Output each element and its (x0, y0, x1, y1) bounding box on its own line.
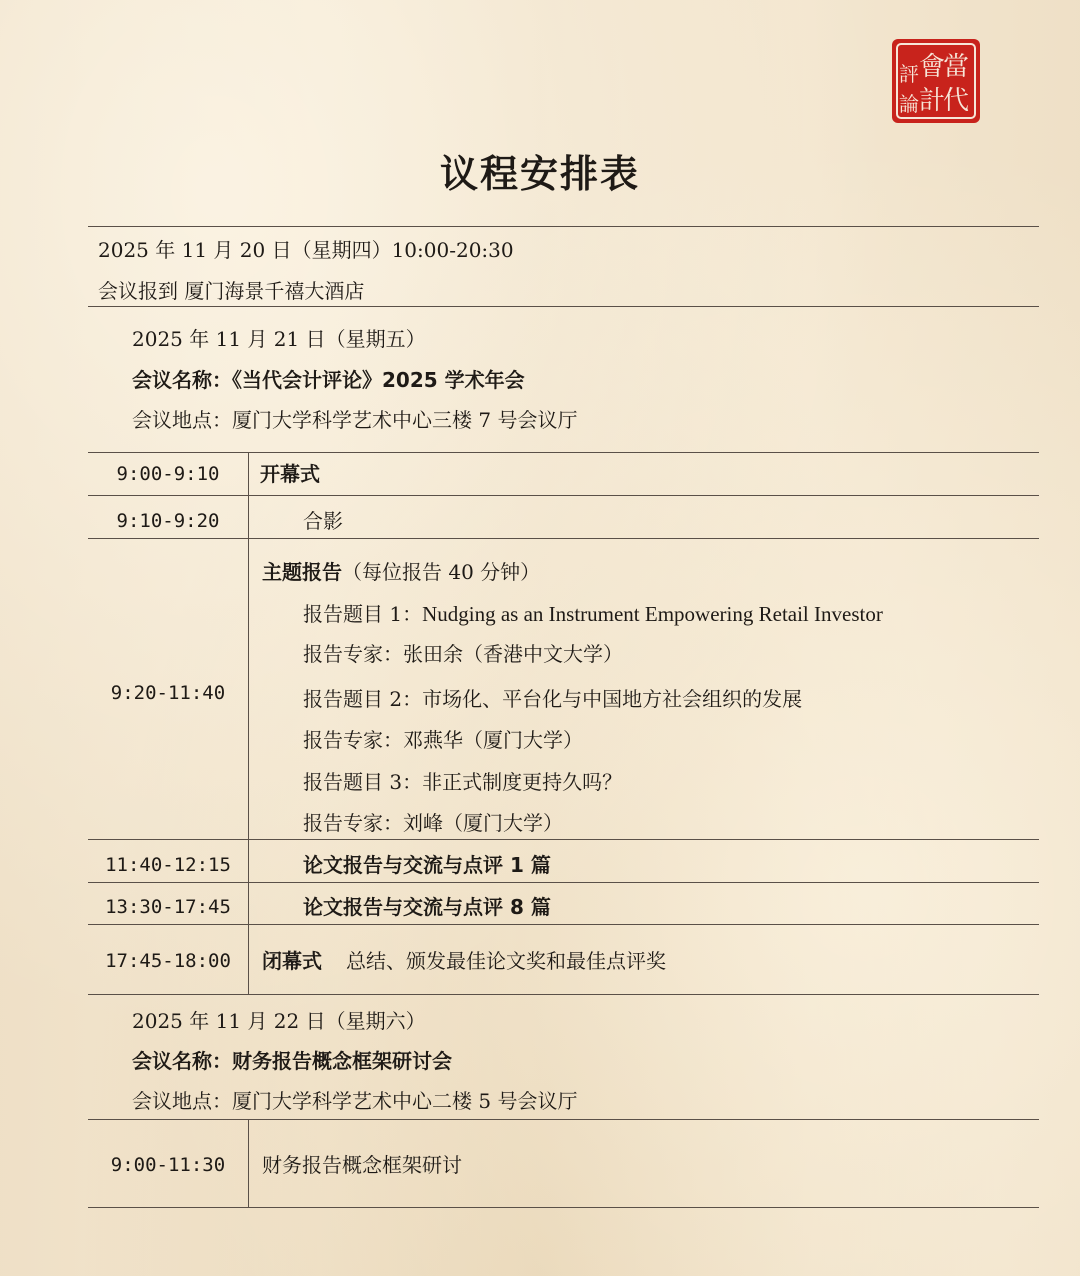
opening-time: 9:00-9:10 (116, 463, 220, 485)
seal-stamp (890, 37, 982, 125)
divider (88, 452, 1039, 453)
day1-checkin: 会议报到 厦门海景千禧大酒店 (98, 279, 365, 303)
talk-3-speaker: 报告专家：刘峰（厦门大学） (303, 811, 563, 835)
closing-label: 闭幕式 (262, 949, 322, 973)
keynote-time: 9:20-11:40 (110, 682, 226, 704)
seminar-time: 9:00-11:30 (110, 1154, 226, 1176)
day1-date: 2025 年 11 月 20 日（星期四）10:00-20:30 (98, 238, 514, 262)
talk-2-topic-title: 市场化、平台化与中国地方社会组织的发展 (422, 687, 803, 711)
meeting-name-value: 财务报告概念框架研讨会 (232, 1049, 452, 1073)
talk-2-topic (303, 686, 802, 712)
closing-time: 17:45-18:00 (105, 950, 231, 972)
meeting-name-label: 会议名称： (132, 368, 232, 392)
talk-1-speaker: 报告专家：张田余（香港中文大学） (303, 642, 623, 666)
divider (88, 538, 1039, 539)
meeting-name-label: 会议名称： (132, 1049, 232, 1073)
day3-venue: 会议地点：厦门大学科学艺术中心二楼 5 号会议厅 (132, 1089, 578, 1113)
talk-3-topic-label: 报告题目 3： (303, 770, 423, 794)
keynote-heading-label: 主题报告 (262, 560, 342, 584)
closing-row (262, 948, 666, 974)
divider (88, 882, 1039, 883)
talk-3-topic (303, 769, 622, 795)
day3-date: 2025 年 11 月 22 日（星期六） (132, 1009, 426, 1033)
divider (88, 1119, 1039, 1120)
seal-char-5: 評 (899, 62, 919, 86)
seal-char-4: 計 (918, 86, 946, 116)
seal-char-2: 代 (942, 86, 970, 116)
divider (88, 495, 1039, 496)
paper1-label: 论文报告与交流与点评 1 篇 (303, 853, 551, 877)
meeting-name-value: 《当代会计评论》2025 学术年会 (232, 368, 525, 392)
paper2-time: 13:30-17:45 (105, 896, 231, 918)
photo-label: 合影 (303, 509, 343, 533)
keynote-heading (262, 559, 540, 585)
divider (88, 306, 1039, 307)
talk-3-topic-title: 非正式制度更持久吗？ (422, 770, 623, 794)
talk-2-speaker: 报告专家：邓燕华（厦门大学） (303, 728, 583, 752)
day2-venue: 会议地点：厦门大学科学艺术中心三楼 7 号会议厅 (132, 408, 578, 432)
divider (88, 1207, 1039, 1208)
seal-char-1: 當 (942, 52, 970, 82)
day2-meeting-name (132, 367, 525, 393)
talk-2-topic-label: 报告题目 2： (303, 687, 423, 711)
photo-time: 9:10-9:20 (116, 510, 220, 532)
talk-1-topic-title: Nudging as an Instrument Empowering Retail Investor (422, 602, 883, 626)
column-divider (248, 1119, 249, 1207)
divider (88, 994, 1039, 995)
seal-char-6: 論 (899, 92, 919, 116)
paper1-time: 11:40-12:15 (105, 854, 231, 876)
divider (88, 924, 1039, 925)
divider (88, 226, 1039, 227)
keynote-heading-note: （每位报告 40 分钟） (342, 560, 541, 584)
talk-1-topic (303, 601, 883, 627)
day2-date: 2025 年 11 月 21 日（星期五） (132, 327, 426, 351)
seal-char-3: 會 (918, 52, 946, 82)
closing-text: 总结、颁发最佳论文奖和最佳点评奖 (346, 949, 666, 973)
paper2-label: 论文报告与交流与点评 8 篇 (303, 895, 551, 919)
page-title: 议程安排表 (439, 152, 640, 196)
column-divider (248, 452, 249, 994)
divider (88, 839, 1039, 840)
day3-meeting-name (132, 1048, 452, 1074)
opening-label: 开幕式 (260, 462, 320, 486)
talk-1-topic-label: 报告题目 1： (303, 602, 423, 626)
seminar-label: 财务报告概念框架研讨 (262, 1153, 462, 1177)
